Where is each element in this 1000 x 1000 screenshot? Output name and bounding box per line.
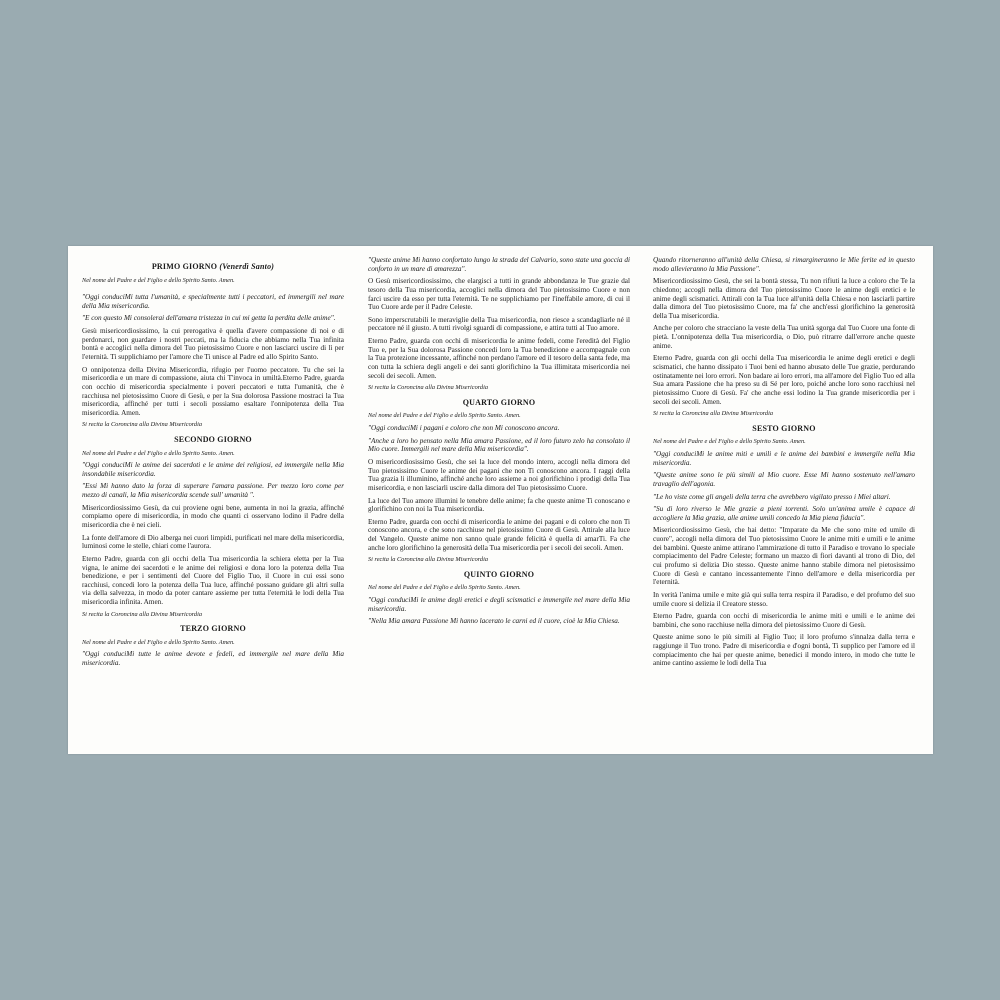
day5-paragraph-1: Misericordiosissimo Gesù, che sei la bontà stessa, Tu non rifiuti la luce a coloro che Te la chiedono; accogli nella dimora del Tuo pietosissimo Cuore le anime degli eretici e le anime degli scismatici. Attirali con la Tua luce all'unità della Chiesa e non lasciarli partire dalla dimora del Tuo pietosissimo Cuore, ma fa' che anch'essi glorifichino la generosità della Tua misericordia. [653, 277, 915, 320]
day6-invocation: Nel nome del Padre e del Figlio e dello Spirito Santo. Amen. [653, 438, 806, 446]
day1-heading [82, 262, 344, 272]
day6-quote-2: "Queste anime sono le più simili al Mio cuore. Esse Mi hanno sostenuto nell'amaro travaglio dell'agonia. [653, 471, 915, 488]
day4-coroncina: Si recita la Coroncina alla Divina Misericordia [368, 556, 488, 564]
day6-paragraph-4: Queste anime sono le più simili al Figlio Tuo; il loro profumo s'innalza dalla terra e raggiunge il Tuo trono. Padre di misericordia e d'ogni bontà, Ti supplico per l'amore ed il compiacimento che hai per queste anime, benedici il mondo intero, in modo che tutte le anime cantino assieme le lodi della Tua [653, 633, 915, 668]
day6-quote-4: "Su di loro riverso le Mie grazie a pieni torrenti. Solo un'anima umile è capace di accogliere la Mia grazia, alle anime umili concedo la Mia piena fiducia". [653, 505, 915, 522]
booklet-page [68, 246, 933, 754]
day6-paragraph-1: Misericordiosissimo Gesù, che hai detto: "Imparate da Me che sono mite ed umile di cuore", accogli nella dimora del Tuo pietosissimo Cuore le anime miti e umili e le anime dei bambini. Queste anime attirano l'ammirazione di tutto il Paradiso e trovano lo speciale compiacimento del Padre Celeste; formano un mazzo di fiori davanti al trono di Dio, del cui profumo si delizia Dio stesso. Queste anime hanno stabile dimora nel pietosissimo Cuore di Gesù e cantano incessantemente l'inno dell'amore e della misericordia per l'eternità. [653, 526, 915, 587]
day4-paragraph-3: Eterno Padre, guarda con occhi di misericordia le anime dei pagani e di coloro che non Ti conoscono ancora, e che sono racchiuse nel pietosissimo Cuore di Gesù. Attirale alla luce del Vangelo. Queste anime non sanno quale grande felicità è quella di amarTi. Fa che anche loro glorifichino la generosità della Tua misericordia per i secoli dei secoli. Amen. [368, 517, 630, 552]
day5-quote-3: Quando ritorneranno all'unità della Chiesa, si rimargineranno le Mie ferite ed in questo modo allevieranno la Mia Passione". [653, 256, 915, 273]
day6-paragraph-3: Eterno Padre, guarda con occhi di misericordia le anime miti e umili e le anime dei bambini, che sono racchiuse nella dimora del pietosissimo Cuore di Gesù. [653, 612, 915, 629]
day3-quote-1: "Oggi conduciMi tutte le anime devote e fedeli, ed immergile nel mare della Mia misericordia. [82, 650, 344, 668]
day1-title: PRIMO GIORNO [151, 262, 218, 271]
day6-title: SESTO GIORNO [752, 423, 816, 433]
day3-title: TERZO GIORNO [180, 624, 246, 634]
day2-paragraph-1: Misericordiosissimo Gesù, da cui proviene ogni bene, aumenta in noi la grazia, affinché compiamo opere di misericordia, in modo che quanti ci osservano lodino il Padre della misericordia che è nei cieli. [82, 503, 344, 529]
day2-invocation: Nel nome del Padre e del Figlio e dello Spirito Santo. Amen. [82, 449, 235, 457]
day5-paragraph-3: Eterno Padre, guarda con gli occhi della Tua misericordia le anime degli eretici e degli scismatici, che hanno dissipato i Tuoi beni ed hanno abusato delle Tue grazie, perdurando ostinatamente nei loro errori. Non badare ai loro errori, ma all'amore del Figlio Tuo ed alla Sua amara Passione che ha preso su di Sé per loro, poiché anche loro sono racchiusi nel pietosissimo Cuore di Gesù. Fa' che anche essi lodino la Tua grande misericordia per i secoli dei secoli. Amen. [653, 354, 915, 406]
day5-title: QUINTO GIORNO [463, 569, 535, 579]
day2-paragraph-2: La fonte dell'amore di Dio alberga nei cuori limpidi, purificati nel mare della misericordia, luminosi come le stelle, chiari come l'aurora. [82, 533, 344, 551]
day3-paragraph-3: Eterno Padre, guarda con occhi di misericordia le anime fedeli, come l'eredità del Figlio Tuo e, per la Sua dolorosa Passione concedi loro la Tua benedizione e accompagnale con la Tua protezione incessante, affinché non perdano l'amore ed il tesoro della santa fede, ma con tutta la schiera degli angeli e dei santi glorifichino la Tua illimitata misericordia nei secoli dei secoli. Amen. [368, 337, 630, 380]
day3-invocation: Nel nome del Padre e del Figlio e dello Spirito Santo. Amen. [82, 638, 235, 646]
day1-invocation: Nel nome del Padre e del Figlio e dello Spirito Santo. Amen. [82, 276, 235, 284]
day5-quote-1: "Oggi conduciMi le anime degli eretici e degli scismatici e immergile nel mare della Mia misericordia. [368, 596, 630, 613]
day2-coroncina: Si recita la Coroncina alla Divina Misericordia [82, 610, 202, 618]
day2-quote-1: "Oggi conduciMi le anime dei sacerdoti e le anime dei religiosi, ed immergile nella Mia insondabile misericordia. [82, 461, 344, 478]
day4-quote-2: "Anche a loro ho pensato nella Mia amara Passione, ed il loro futuro zelo ha consolato il Mio cuore. Immergili nel mare della Mia misericordia". [368, 436, 630, 454]
day1-subtitle: (Venerdì Santo) [219, 262, 275, 271]
day2-quote-2: "Essi Mi hanno dato la forza di superare l'amara passione. Per mezzo loro come per mezzo di canali, la Mia misericordia scende sull' umanità ". [82, 482, 344, 500]
day1-paragraph-1: Gesù misericordiosissimo, la cui prerogativa è quella d'avere compassione di noi e di perdonarci, non guardare i nostri peccati, ma la fiducia che abbiamo nella Tua infinita bontà e accoglici nella dimora del Tuo pietosissimo Cuore e non lasciarci uscire di lì per l'eternità. Ti supplichiamo per l'amore che Ti unisce al Padre ed allo Spirito Santo. [82, 327, 344, 361]
day3-paragraph-1: O Gesù misericordiosissimo, che elargisci a tutti in grande abbondanza le Tue grazie dal tesoro della Tua misericordia, accoglici nella dimora del Tuo pietosissimo Cuore e non farci uscire da esso per tutta l'eternità. Te ne supplichiamo per l'ineffabile amore, di cui il Tuo Cuore arde per il Padre Celeste. [368, 277, 630, 312]
day3-coroncina: Si recita la Coroncina alla Divina Misericordia [368, 384, 488, 392]
day6-quote-1: "Oggi conduciMi le anime miti e umili e le anime dei bambini e immergile nella Mia misericordia. [653, 449, 915, 467]
day5-quote-2: "Nella Mia amara Passione Mi hanno lacerato le carni ed il cuore, cioè la Mia Chiesa. [368, 617, 620, 626]
day5-paragraph-2: Anche per coloro che stracciano la veste della Tua unità sgorga dal Tuo Cuore una fonte di pietà. L'onnipotenza della Tua misericordia, o Dio, può ritrarre dall'errore anche queste anime. [653, 324, 915, 350]
day6-quote-3: "Le ho viste come gli angeli della terra che avrebbero vigilato presso i Miei altari. [653, 492, 891, 501]
day5-invocation: Nel nome del Padre e del Figlio e dello Spirito Santo. Amen. [368, 584, 521, 592]
day2-paragraph-3: Eterno Padre, guarda con gli occhi della Tua misericordia la schiera eletta per la Tua vigna, le anime dei sacerdoti e le anime dei religiosi e dona loro la potenza della Tua benedizione, e per i sentimenti del Cuore del Figlio Tuo, il Cuore in cui essi sono racchiusi, concedi loro la potenza della Tua luce, affinché possano guidare gli altri sulla via della salvezza, in modo da poter cantare assieme per tutta l'eternità le lodi della Tua misericordia infinita. Amen. [82, 554, 344, 607]
day4-paragraph-2: La luce del Tuo amore illumini le tenebre delle anime; fa che queste anime Ti conoscano e glorifichino con noi la Tua misericordia. [368, 496, 630, 514]
day1-paragraph-2: O onnipotenza della Divina Misericordia, rifugio per l'uomo peccatore. Tu che sei la misericordia e un mare di compassione, aiuta chi T'invoca in umiltà.Eterno Padre, guarda con occhio di misericordia specialmente i poveri peccatori e tutta l'umanità, che è racchiusa nel pietosissimo Cuore di Gesù, e per la Sua dolorosa Passione mostraci la Tua misericordia, affinché per tutti i secoli possiamo esaltare l'onnipotenza della Tua misericordia. Amen. [82, 365, 344, 417]
day3-quote-2: "Queste anime Mi hanno confortato lungo la strada del Calvario, sono state una goccia di conforto in un mare di amarezza". [368, 256, 630, 273]
column-1 [82, 256, 344, 750]
column-3 [653, 256, 915, 750]
day5-coroncina: Si recita la Coroncina alla Divina Misericordia [653, 410, 773, 418]
day4-invocation: Nel nome del Padre e del Figlio e dello Spirito Santo. Amen. [368, 412, 521, 420]
day4-quote-1: "Oggi conduciMi i pagani e coloro che non Mi conoscono ancora. [368, 424, 560, 433]
day4-paragraph-1: O misericordiosissimo Gesù, che sei la luce del mondo intero, accogli nella dimora del Tuo pietosissimo Cuore le anime dei pagani che non Ti conoscono ancora. I raggi della Tua grazia li illuminino, affinché anche loro assieme a noi glorifichino i prodigi della Tua misericordia, e non lasciarli uscire dalla dimora del Tuo pietosissimo Cuore. [368, 457, 630, 492]
day3-paragraph-2: Sono imperscrutabili le meraviglie della Tua misericordia, non riesce a scandagliarle né il peccatore né il giusto. A tutti rivolgi sguardi di compassione, e attira tutti al Tuo amore. [368, 315, 630, 333]
day2-title: SECONDO GIORNO [174, 435, 252, 445]
column-2 [368, 256, 630, 750]
day4-title: QUARTO GIORNO [462, 397, 536, 407]
day1-quote-1: "Oggi conduciMi tutta l'umanità, e specialmente tutti i peccatori, ed immergili nel mare della Mia misericordia. [82, 293, 344, 310]
day1-coroncina: Si recita la Coroncina alla Divina Misericordia [82, 421, 202, 429]
day6-paragraph-2: In verità l'anima umile e mite già qui sulla terra respira il Paradiso, e del profumo del suo umile cuore si delizia il Creatore stesso. [653, 590, 915, 608]
day1-quote-2: "E con questo Mi consolerai dell'amara tristezza in cui mi getta la perdita delle anime". [82, 314, 336, 323]
